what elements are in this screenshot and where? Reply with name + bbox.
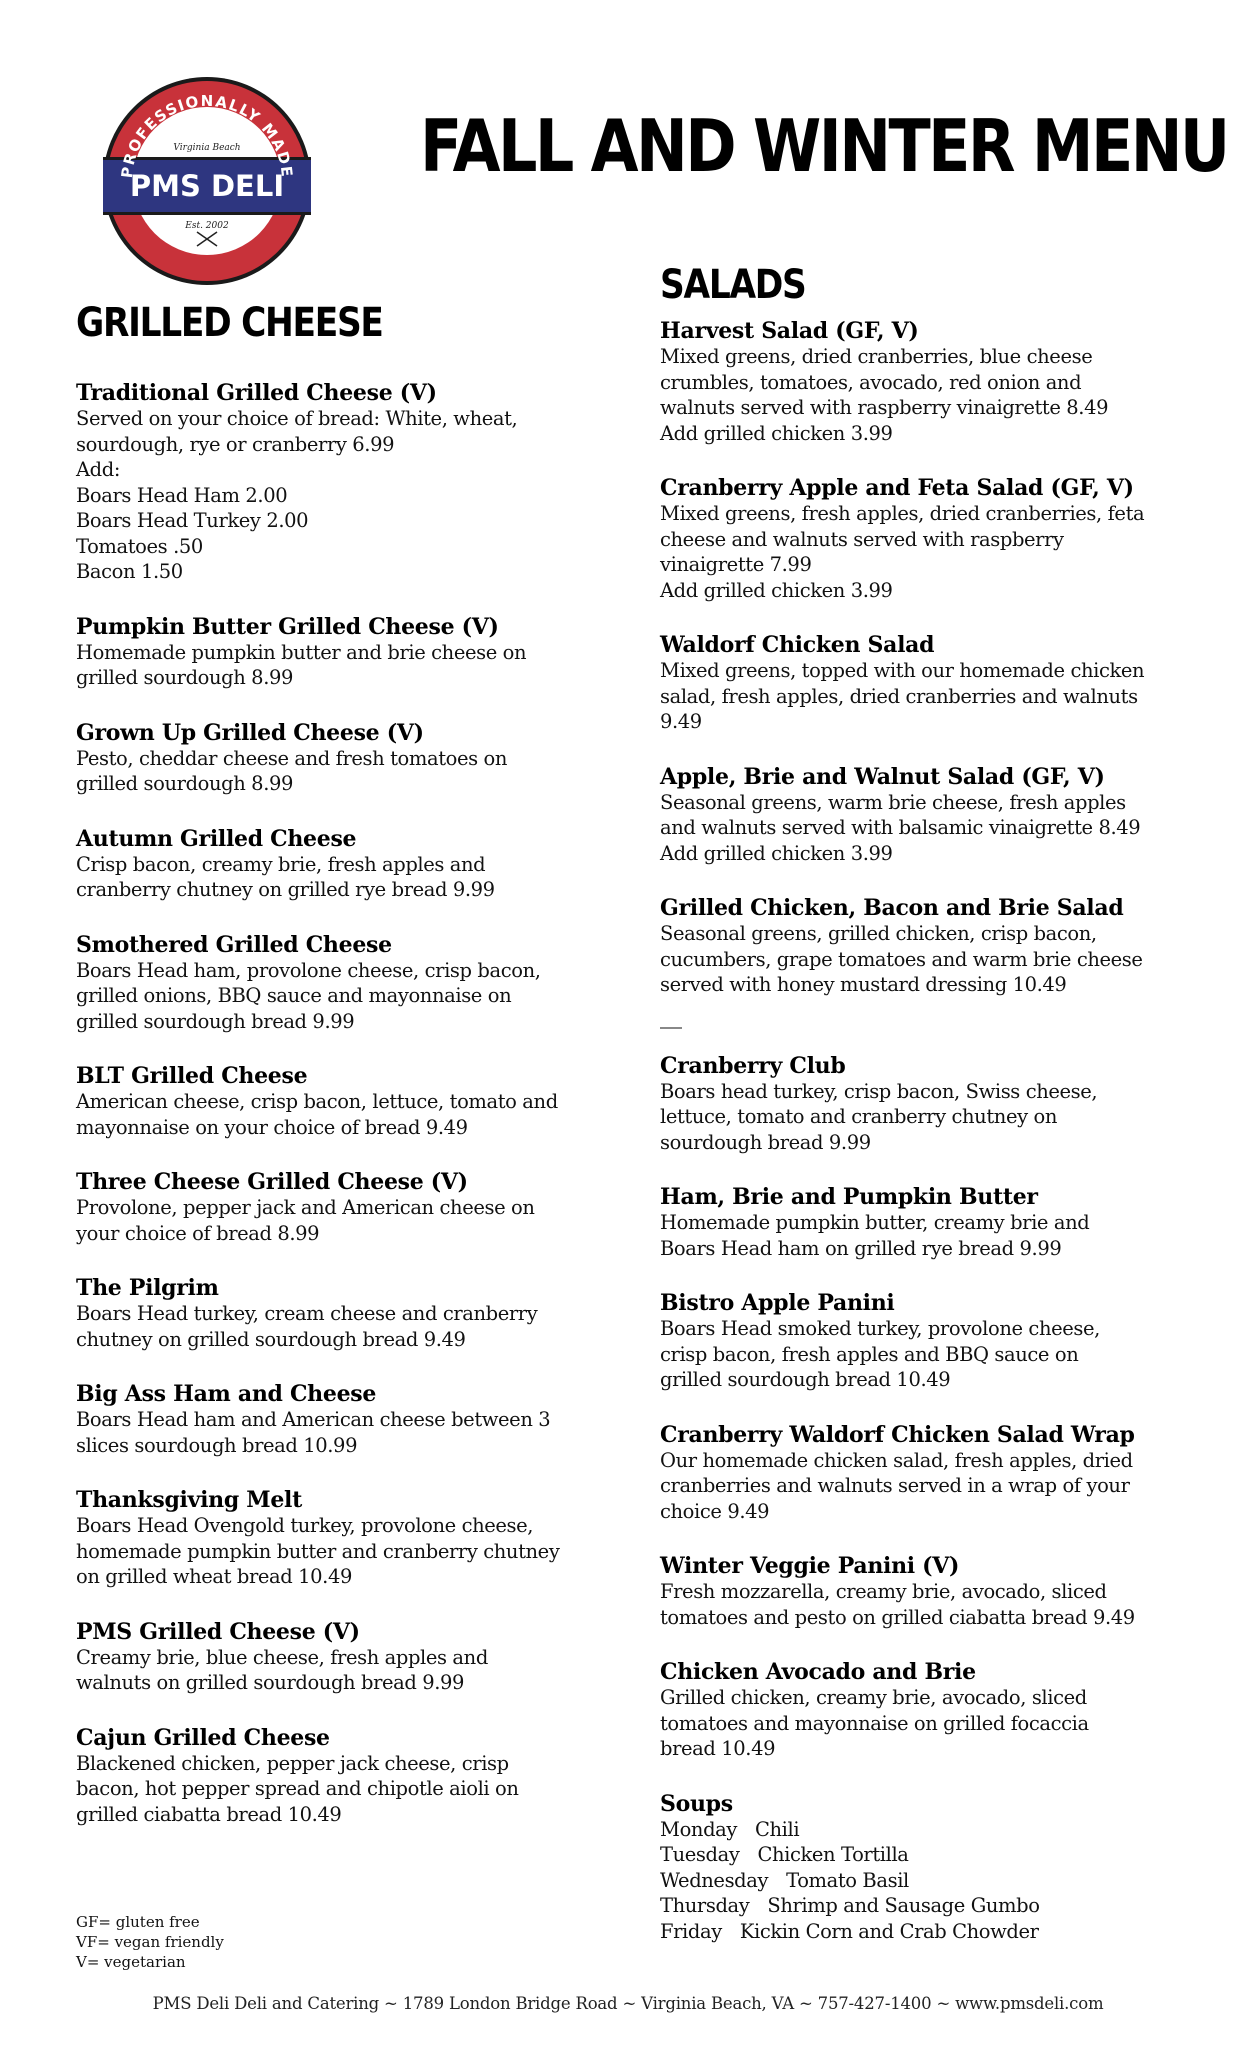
menu-item-description: Bacon 1.50 xyxy=(76,560,183,583)
menu-item xyxy=(76,614,596,691)
menu-item-description: Boars Head ham, provolone cheese, crisp bacon, xyxy=(76,958,541,982)
menu-item-name: Apple, Brie and Walnut Salad (GF, V) xyxy=(660,763,1105,790)
soups-list xyxy=(660,1817,1180,1945)
menu-item-name: Smothered Grilled Cheese xyxy=(76,931,392,958)
menu-item-description: Our homemade chicken salad, fresh apples, dried xyxy=(660,1448,1133,1472)
menu-item-description: Boars Head Turkey 2.00 xyxy=(76,509,309,532)
menu-item-name: Chicken Avocado and Brie xyxy=(660,1659,976,1685)
menu-item-description: choice 9.49 xyxy=(660,1499,770,1523)
menu-item-description: cheese and walnuts served with raspberry xyxy=(660,527,1064,551)
menu-item-description: Boars Head turkey, cream cheese and cranberry xyxy=(76,1302,538,1325)
menu-item-description: Provolone, pepper jack and American cheese on xyxy=(76,1196,535,1219)
menu-item xyxy=(76,1063,596,1140)
menu-item-description: grilled sourdough 8.99 xyxy=(76,772,294,795)
menu-item-name: The Pilgrim xyxy=(76,1275,219,1301)
menu-item-description: Add grilled chicken 3.99 xyxy=(660,841,893,865)
logo-top-text: PROFESSIONALLY MADE xyxy=(117,91,297,179)
menu-item-name: BLT Grilled Cheese xyxy=(76,1063,308,1089)
legend-entry: VF= vegan friendly xyxy=(76,1933,224,1951)
menu-item-description: chutney on grilled sourdough bread 9.49 xyxy=(76,1327,466,1351)
legend-entry: V= vegetarian xyxy=(76,1953,186,1971)
menu-item xyxy=(76,1619,596,1696)
menu-item-description: Mixed greens, dried cranberries, blue cheese xyxy=(660,345,1093,368)
menu-item-description: Mixed greens, topped with our homemade chicken xyxy=(660,659,1145,682)
soup-name: Shrimp and Sausage Gumbo xyxy=(767,1894,1040,1917)
menu-item-description: Mixed greens, fresh apples, dried cranberries, feta xyxy=(660,502,1145,525)
legend-entry: GF= gluten free xyxy=(76,1913,200,1931)
menu-item-description: tomatoes and pesto on grilled ciabatta bread 9.49 xyxy=(660,1605,1135,1629)
menu-item-description: Boars Head ham and American cheese between 3 xyxy=(76,1408,551,1431)
right-column xyxy=(660,318,1180,1973)
menu-item-description: slices sourdough bread 10.99 xyxy=(76,1433,358,1457)
menu-item xyxy=(76,826,596,903)
grilled-cheese-heading: GRILLED CHEESE xyxy=(76,300,383,346)
soup-day: Monday xyxy=(660,1817,737,1841)
menu-item-description: and walnuts served with balsamic vinaigrette 8.49 xyxy=(660,816,1141,839)
soups-heading: Soups xyxy=(660,1790,733,1817)
menu-item-description: grilled onions, BBQ sauce and mayonnaise on xyxy=(76,984,512,1007)
menu-item-description: homemade pumpkin butter and cranberry chutney xyxy=(76,1539,560,1563)
menu-item-name: Grown Up Grilled Cheese (V) xyxy=(76,719,424,746)
menu-item xyxy=(76,1381,596,1458)
menu-item-description: sourdough bread 9.99 xyxy=(660,1130,871,1154)
menu-item-description: vinaigrette 7.99 xyxy=(660,553,812,576)
menu-item-description: bread 10.49 xyxy=(660,1737,776,1760)
menu-item-name: Traditional Grilled Cheese (V) xyxy=(76,380,437,406)
menu-item xyxy=(660,632,1180,735)
menu-item-name: Big Ass Ham and Cheese xyxy=(76,1381,377,1407)
menu-item xyxy=(660,475,1180,603)
section-divider xyxy=(660,1027,682,1029)
menu-item-description: crumbles, tomatoes, avocado, red onion and xyxy=(660,370,1082,394)
menu-item xyxy=(660,895,1180,998)
menu-item xyxy=(660,318,1180,446)
logo-city: Virginia Beach xyxy=(173,143,241,153)
menu-item-description: Served on your choice of bread: White, wheat, xyxy=(76,407,518,430)
menu-item-description: Boars head turkey, crisp bacon, Swiss cheese, xyxy=(660,1079,1098,1103)
menu-item-description: sourdough, rye or cranberry 6.99 xyxy=(76,432,395,456)
menu-item-name: Harvest Salad (GF, V) xyxy=(660,318,919,344)
menu-item-name: Cranberry Apple and Feta Salad (GF, V) xyxy=(660,475,1134,501)
menu-item-description: Fresh mozzarella, creamy brie, avocado, sliced xyxy=(660,1580,1107,1603)
menu-item-description: lettuce, tomato and cranberry chutney on xyxy=(660,1105,1057,1128)
menu-item-description: mayonnaise on your choice of bread 9.49 xyxy=(76,1115,468,1139)
pms-deli-logo xyxy=(100,74,314,288)
menu-item-description: Boars Head smoked turkey, provolone cheese, xyxy=(660,1317,1100,1340)
menu-item xyxy=(76,720,596,797)
menu-item-description: salad, fresh apples, dried cranberries and walnuts xyxy=(660,684,1138,708)
menu-item-name: Grilled Chicken, Bacon and Brie Salad xyxy=(660,895,1124,921)
menu-item xyxy=(660,1290,1180,1393)
salads-list xyxy=(660,318,1180,998)
soup-day: Tuesday xyxy=(660,1843,740,1866)
grilled-cheese-column xyxy=(76,380,596,1856)
logo-bottom-text: SANDWICHES xyxy=(150,218,264,256)
soup-name: Kickin Corn and Crab Chowder xyxy=(739,1919,1039,1943)
footer: PMS Deli Deli and Catering ~ 1789 London Bridge Road ~ Virginia Beach, VA ~ 757-427-1400 ~ www.pmsdeli.com xyxy=(152,1994,1104,2013)
menu-item-description: cranberries and walnuts served in a wrap of your xyxy=(660,1474,1130,1497)
menu-item-name: Thanksgiving Melt xyxy=(76,1487,302,1513)
menu-item-name: Autumn Grilled Cheese xyxy=(76,825,357,852)
page-title: FALL AND WINTER MENU xyxy=(420,104,1228,188)
menu-item-description: tomatoes and mayonnaise on grilled focaccia xyxy=(660,1711,1089,1735)
menu-item-name: Cranberry Club xyxy=(660,1052,846,1079)
menu-item-description: served with honey mustard dressing 10.49 xyxy=(660,973,1067,996)
soup-day: Wednesday xyxy=(660,1868,769,1892)
menu-item-description: grilled sourdough bread 9.99 xyxy=(76,1009,355,1033)
menu-item-description: grilled ciabatta bread 10.49 xyxy=(76,1802,342,1826)
menu-item-name: Ham, Brie and Pumpkin Butter xyxy=(660,1184,1038,1210)
menu-item-description: Add: xyxy=(76,458,121,481)
menu-item-description: Add grilled chicken 3.99 xyxy=(660,578,893,602)
menu-item-description: Boars Head Ham 2.00 xyxy=(76,483,288,507)
legend xyxy=(76,1912,224,1972)
menu-item-description: crisp bacon, fresh apples and BBQ sauce on xyxy=(660,1342,1079,1366)
menu-item xyxy=(660,1422,1180,1525)
menu-item-description: Boars Head Ovengold turkey, provolone cheese, xyxy=(76,1514,534,1537)
menu-item-description: walnuts on grilled sourdough bread 9.99 xyxy=(76,1671,465,1694)
menu-item-description: cranberry chutney on grilled rye bread 9.99 xyxy=(76,878,495,901)
soup-day: Thursday xyxy=(660,1894,750,1917)
menu-item-description: bacon, hot pepper spread and chipotle aioli on xyxy=(76,1777,519,1800)
logo-est: Est. 2002 xyxy=(185,221,229,231)
menu-item-description: Tomatoes .50 xyxy=(76,534,203,558)
menu-item xyxy=(76,1169,596,1246)
soup-name: Chili xyxy=(755,1817,800,1841)
menu-item xyxy=(76,380,596,585)
soup-row xyxy=(660,1817,1180,1843)
logo-name: PMS DELI xyxy=(129,169,285,203)
menu-item xyxy=(76,1725,596,1828)
menu-item-description: grilled sourdough 8.99 xyxy=(76,666,294,689)
menu-item-description: walnuts served with raspberry vinaigrette 8.49 xyxy=(660,396,1109,419)
menu-item xyxy=(76,1275,596,1352)
menu-item-description: Pesto, cheddar cheese and fresh tomatoes on xyxy=(76,746,508,770)
menu-item-name: Three Cheese Grilled Cheese (V) xyxy=(76,1169,468,1195)
menu-item xyxy=(76,1487,596,1590)
menu-item-description: Blackened chicken, pepper jack cheese, crisp xyxy=(76,1751,509,1775)
menu-item-description: Boars Head ham on grilled rye bread 9.99 xyxy=(660,1236,1062,1260)
menu-item xyxy=(660,1184,1180,1261)
menu-item-description: Homemade pumpkin butter, creamy brie and xyxy=(660,1211,1090,1234)
menu-item-description: 9.49 xyxy=(660,710,702,733)
menu-item-description: grilled sourdough bread 10.49 xyxy=(660,1368,951,1391)
menu-item-description: Add grilled chicken 3.99 xyxy=(660,421,893,445)
soup-name: Tomato Basil xyxy=(786,1868,909,1892)
menu-item-name: Bistro Apple Panini xyxy=(660,1290,895,1316)
soup-row xyxy=(660,1842,1180,1868)
menu-item xyxy=(660,1659,1180,1762)
soup-row xyxy=(660,1919,1180,1945)
menu-item-description: Crisp bacon, creamy brie, fresh apples and xyxy=(76,852,486,876)
menu-item xyxy=(76,932,596,1035)
menu-item-name: PMS Grilled Cheese (V) xyxy=(76,1618,360,1645)
menu-item-description: Seasonal greens, warm brie cheese, fresh apples xyxy=(660,790,1126,814)
menu-item xyxy=(660,1553,1180,1630)
menu-item-description: your choice of bread 8.99 xyxy=(76,1221,320,1245)
soup-name: Chicken Tortilla xyxy=(757,1843,909,1866)
menu-item-description: Grilled chicken, creamy brie, avocado, sliced xyxy=(660,1686,1087,1709)
menu-item-name: Pumpkin Butter Grilled Cheese (V) xyxy=(76,613,499,640)
soup-day: Friday xyxy=(660,1919,722,1943)
menu-item-description: on grilled wheat bread 10.49 xyxy=(76,1565,352,1588)
menu-item-name: Winter Veggie Panini (V) xyxy=(660,1553,960,1579)
menu-item-description: Seasonal greens, grilled chicken, crisp bacon, xyxy=(660,922,1097,945)
soup-row xyxy=(660,1893,1180,1919)
sandwich-list xyxy=(660,1053,1180,1762)
menu-item xyxy=(660,1053,1180,1156)
salads-heading: SALADS xyxy=(660,262,806,308)
menu-item-description: Creamy brie, blue cheese, fresh apples and xyxy=(76,1645,488,1669)
menu-item xyxy=(660,764,1180,867)
menu-item-name: Waldorf Chicken Salad xyxy=(660,632,935,658)
menu-item-name: Cajun Grilled Cheese xyxy=(76,1724,330,1751)
menu-item-description: cucumbers, grape tomatoes and warm brie cheese xyxy=(660,947,1143,971)
menu-item-name: Cranberry Waldorf Chicken Salad Wrap xyxy=(660,1421,1135,1448)
menu-item-description: Homemade pumpkin butter and brie cheese on xyxy=(76,640,527,664)
menu-item-description: American cheese, crisp bacon, lettuce, tomato and xyxy=(76,1090,558,1113)
soup-row xyxy=(660,1868,1180,1894)
soups-section xyxy=(660,1791,1180,1945)
